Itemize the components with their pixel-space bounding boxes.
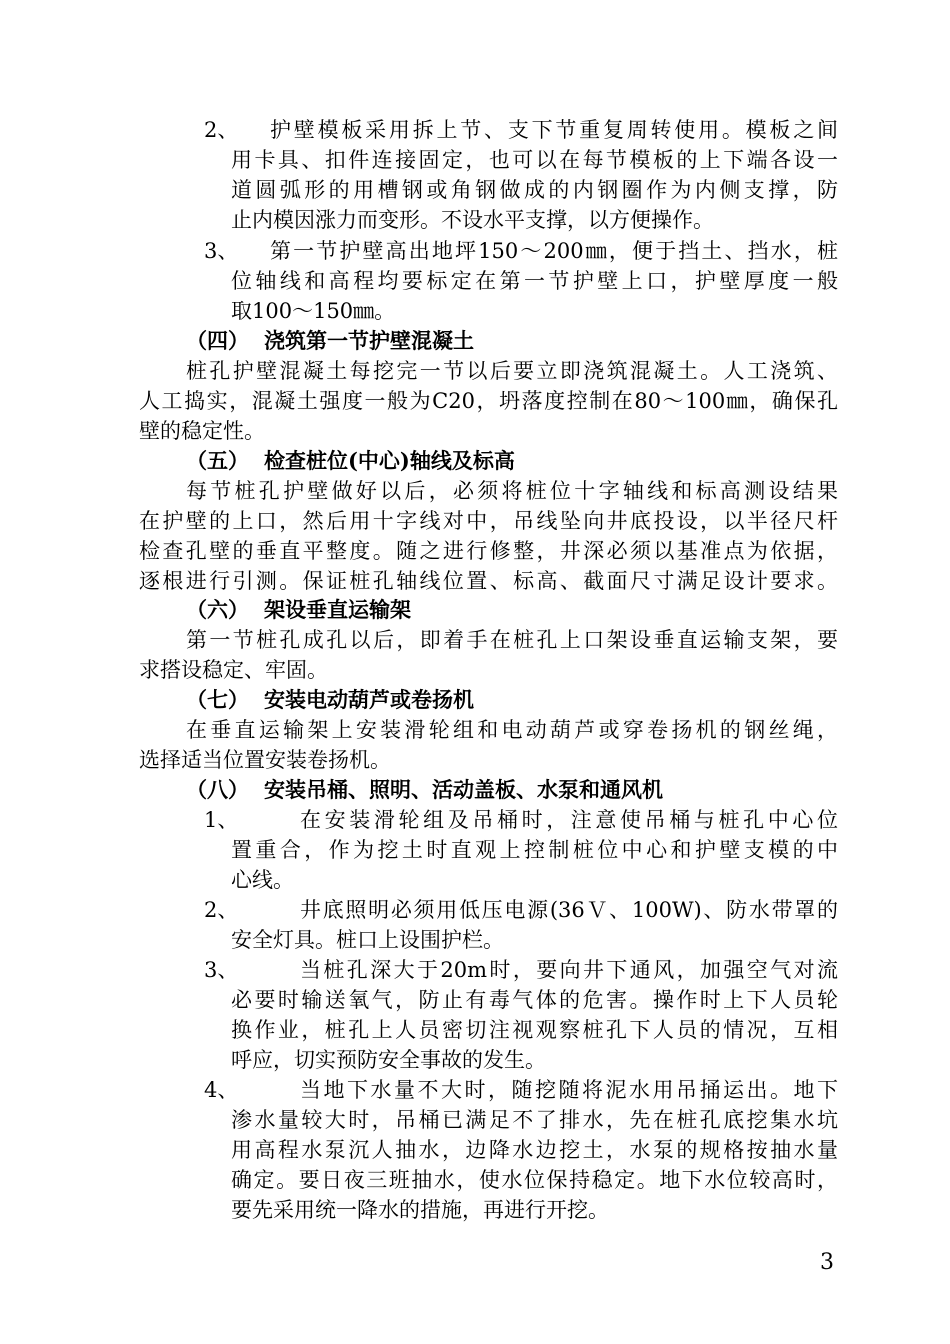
section-heading	[186, 687, 474, 713]
section-title: 浇筑第一节护壁混凝土	[264, 328, 474, 353]
text-line: 井底照明必须用低压电源(36Ｖ、100W)、防水带罩的	[300, 898, 838, 922]
section-title: 安装吊桶、照明、活动盖板、水泵和通风机	[264, 777, 663, 802]
section-number: （四）	[186, 328, 249, 353]
section-heading	[186, 597, 411, 623]
text-line: 当地下水量不大时，随挖随将泥水用吊捅运出。地下	[300, 1078, 838, 1102]
text-line: 在安装滑轮组及吊桶时，注意使吊桶与桩孔中心位	[300, 808, 838, 832]
list-number: 4、	[204, 1078, 239, 1102]
text-line: 逐根进行引测。保证桩孔轴线位置、标高、截面尺寸满足设计要求。	[139, 569, 838, 593]
text-line: 护壁模板采用拆上节、支下节重复周转使用。模板之间	[270, 118, 838, 142]
text-line: 检查孔壁的垂直平整度。随之进行修整，井深必须以基准点为依据，	[139, 539, 838, 563]
text-line: 当桩孔深大于20m时，要向井下通风，加强空气对流	[300, 958, 838, 982]
text-line: 第一节桩孔成孔以后，即着手在桩孔上口架设垂直运输支架，要	[186, 628, 838, 652]
text-line: 换作业，桩孔上人员密切注视观察桩孔下人员的情况，互相	[231, 1018, 838, 1042]
text-line: 取100～150㎜。	[231, 299, 396, 323]
text-line: 第一节护壁高出地坪150～200㎜，便于挡土、挡水，桩	[270, 239, 838, 263]
text-line: 桩孔护壁混凝土每挖完一节以后要立即浇筑混凝土。人工浇筑、	[186, 359, 838, 383]
section-number: （八）	[186, 777, 249, 802]
list-number: 3、	[204, 239, 239, 263]
text-line: 安全灯具。桩口上设围护栏。	[231, 928, 504, 952]
list-number: 2、	[204, 118, 239, 142]
text-line: 选择适当位置安装卷扬机。	[139, 748, 391, 772]
text-line: 壁的稳定性。	[139, 419, 265, 443]
section-title: 安装电动葫芦或卷扬机	[264, 687, 474, 712]
section-number: （七）	[186, 687, 249, 712]
text-line: 在护壁的上口，然后用十字线对中，吊线坠向井底投设，以半径尺杆	[139, 509, 838, 533]
text-line: 渗水量较大时，吊桶已满足不了排水，先在桩孔底挖集水坑	[231, 1108, 838, 1132]
text-line: 求搭设稳定、牢固。	[139, 658, 328, 682]
section-heading	[186, 777, 663, 803]
text-line: 人工捣实，混凝土强度一般为C20，坍落度控制在80～100㎜，确保孔	[139, 389, 838, 413]
section-title: 检查桩位(中心)轴线及标高	[264, 448, 515, 473]
list-number: 2、	[204, 898, 239, 922]
text-line: 置重合，作为挖土时直观上控制桩位中心和护壁支模的中	[231, 838, 838, 862]
text-line: 必要时输送氧气，防止有毒气体的危害。操作时上下人员轮	[231, 988, 838, 1012]
section-title: 架设垂直运输架	[264, 597, 411, 622]
text-line: 在垂直运输架上安装滑轮组和电动葫芦或穿卷扬机的钢丝绳，	[186, 718, 838, 742]
section-heading	[186, 328, 474, 354]
text-line: 每节桩孔护壁做好以后，必须将桩位十字轴线和标高测设结果	[186, 479, 838, 503]
text-line: 要先采用统一降水的措施，再进行开挖。	[231, 1198, 609, 1222]
section-number: （六）	[186, 597, 249, 622]
list-number: 1、	[204, 808, 239, 832]
section-heading	[186, 448, 515, 474]
text-line: 心线。	[231, 868, 294, 892]
text-line: 位轴线和高程均要标定在第一节护壁上口，护壁厚度一般	[231, 269, 838, 293]
text-line: 呼应，切实预防安全事故的发生。	[231, 1048, 546, 1072]
text-line: 道圆弧形的用槽钢或角钢做成的内钢圈作为内侧支撑，防	[231, 178, 838, 202]
page-number: 3	[820, 1250, 834, 1275]
text-line: 用卡具、扣件连接固定，也可以在每节模板的上下端各设一	[231, 148, 838, 172]
text-line: 确定。要日夜三班抽水，使水位保持稳定。地下水位较高时，	[231, 1168, 838, 1192]
text-line: 止内模因涨力而变形。不设水平支撑，以方便操作。	[231, 208, 714, 232]
list-number: 3、	[204, 958, 239, 982]
section-number: （五）	[186, 448, 249, 473]
text-line: 用高程水泵沉人抽水，边降水边挖土，水泵的规格按抽水量	[231, 1138, 838, 1162]
